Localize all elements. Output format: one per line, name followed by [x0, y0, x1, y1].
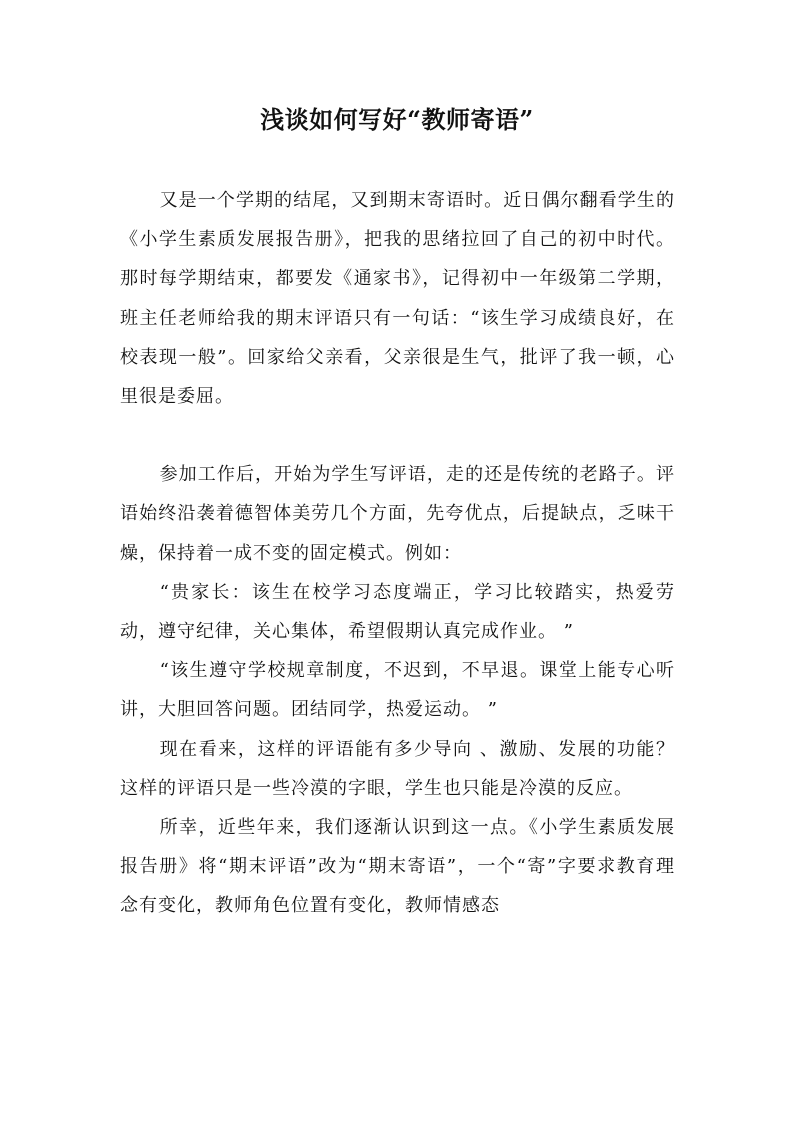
quoted-comment-2: “该生遵守学校规章制度，不迟到，不早退。课堂上能专心听讲，大胆回答问题。团结同学，热爱运动。 ” — [120, 660, 675, 721]
paragraph-3: 现在看来，这样的评语能有多少导向 、激励、发展的功能？这样的评语只是一些冷漠的字眼，学生也只能是冷漠的反应。 — [120, 738, 675, 799]
paragraph-2: 参加工作后，开始为学生写评语，走的还是传统的老路子。评语始终沿袭着德智体美劳几个方面，先夸优点，后提缺点，乏味干燥，保持着一成不变的固定模式。例如： — [120, 464, 675, 564]
quoted-comment-1: “贵家长：该生在校学习态度端正，学习比较踏实，热爱劳动，遵守纪律，关心集体，希望假期认真完成作业。 ” — [120, 581, 675, 643]
document-body — [120, 181, 675, 926]
document-title: 浅谈如何写好“教师寄语” — [260, 105, 534, 134]
paragraph-4: 所幸，近些年来，我们逐渐认识到这一点。《小学生素质发展报告册》将“期末评语”改为“期末寄语”，一个“寄”字要求教育理念有变化，教师角色位置有变化，教师情感态 — [120, 817, 675, 917]
paragraph-1: 又是一个学期的结尾，又到期末寄语时。近日偶尔翻看学生的《小学生素质发展报告册》，把我的思绪拉回了自己的初中时代。那时每学期结束，都要发《通家书》，记得初中一年级第二学期，班主任老师给我的期末评语只有一句话：“该生学习成绩良好，在校表现一般”。回家给父亲看，父亲很是生气，批评了我一顿，心里很是委屈。 — [120, 190, 675, 408]
